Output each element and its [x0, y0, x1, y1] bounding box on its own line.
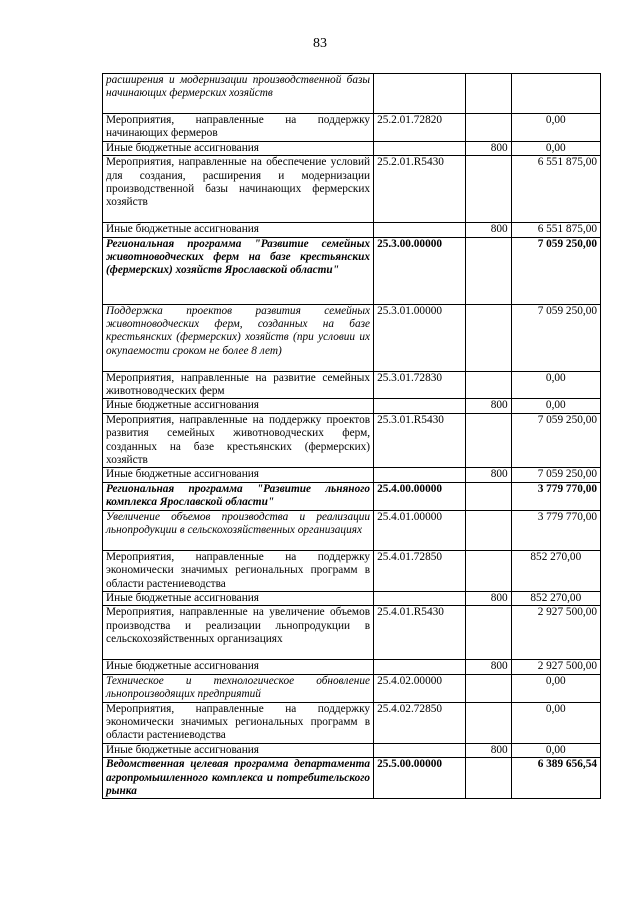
- row-code-cell: 25.3.01.R5430: [374, 413, 466, 468]
- row-amount-cell: 7 059 250,00: [511, 304, 600, 371]
- row-code-cell: [374, 591, 466, 605]
- row-name-cell: Мероприятия, направленные на поддержку экономически значимых региональных программ в области растениеводства: [103, 702, 374, 743]
- table-row: [103, 399, 601, 413]
- row-name-cell: Мероприятия, направленные на обеспечение условий для создания, расширения и модернизации производственной базы начинающих фермерских хозяйств: [103, 156, 374, 223]
- row-expense-type-cell: [466, 114, 511, 142]
- row-expense-type-cell: [466, 156, 511, 223]
- row-code-cell: [374, 660, 466, 674]
- row-code-cell: 25.2.01.R5430: [374, 156, 466, 223]
- row-expense-type-cell: [466, 510, 511, 550]
- row-code-cell: [374, 141, 466, 155]
- row-name-cell: Поддержка проектов развития семейных животноводческих ферм, созданных на базе крестьянских (фермерских) хозяйств (при условии их окупаемости сроком не более 8 лет): [103, 304, 374, 371]
- table-row: [103, 141, 601, 155]
- row-code-cell: [374, 74, 466, 114]
- row-expense-type-cell: 800: [466, 591, 511, 605]
- table-row: [103, 114, 601, 142]
- row-name-cell: Иные бюджетные ассигнования: [103, 223, 374, 237]
- row-name-cell: Иные бюджетные ассигнования: [103, 660, 374, 674]
- row-expense-type-cell: [466, 606, 511, 660]
- row-amount-cell: 0,00: [511, 743, 600, 757]
- row-name-cell: Региональная программа "Развитие семейных животноводческих ферм на базе крестьянских (фермерских) хозяйств Ярославской области": [103, 237, 374, 304]
- row-name-cell: Мероприятия, направленные на поддержку начинающих фермеров: [103, 114, 374, 142]
- row-name-cell: Мероприятия, направленные на увеличение объемов производства и реализации льнопродукции в сельскохозяйственных организациях: [103, 606, 374, 660]
- page-number: 83: [313, 36, 327, 51]
- row-code-cell: [374, 468, 466, 482]
- row-amount-cell: 7 059 250,00: [511, 468, 600, 482]
- row-expense-type-cell: [466, 482, 511, 510]
- table-row: [103, 702, 601, 743]
- row-code-cell: [374, 223, 466, 237]
- row-name-cell: Региональная программа "Развитие льняного комплекса Ярославской области": [103, 482, 374, 510]
- table-row: [103, 304, 601, 371]
- row-code-cell: 25.4.02.00000: [374, 674, 466, 702]
- row-amount-cell: [511, 74, 600, 114]
- budget-table: [102, 73, 601, 799]
- row-name-cell: Иные бюджетные ассигнования: [103, 591, 374, 605]
- row-code-cell: 25.4.01.00000: [374, 510, 466, 550]
- row-code-cell: 25.4.01.R5430: [374, 606, 466, 660]
- row-amount-cell: 0,00: [511, 399, 600, 413]
- row-code-cell: 25.2.01.72820: [374, 114, 466, 142]
- table-row: [103, 74, 601, 114]
- row-amount-cell: 852 270,00: [511, 550, 600, 591]
- row-expense-type-cell: [466, 413, 511, 468]
- row-amount-cell: 0,00: [511, 371, 600, 399]
- table-row: [103, 510, 601, 550]
- row-code-cell: [374, 743, 466, 757]
- row-expense-type-cell: [466, 74, 511, 114]
- row-expense-type-cell: [466, 674, 511, 702]
- row-name-cell: расширения и модернизации производственной базы начинающих фермерских хозяйств: [103, 74, 374, 114]
- row-amount-cell: 2 927 500,00: [511, 606, 600, 660]
- row-name-cell: Мероприятия, направленные на развитие семейных животноводческих ферм: [103, 371, 374, 399]
- row-amount-cell: 3 779 770,00: [511, 510, 600, 550]
- table-row: [103, 468, 601, 482]
- row-code-cell: 25.4.02.72850: [374, 702, 466, 743]
- row-expense-type-cell: [466, 237, 511, 304]
- row-name-cell: Мероприятия, направленные на поддержку проектов развития семейных животноводческих ферм, созданных на базе крестьянских (фермерских) хозяйств: [103, 413, 374, 468]
- row-code-cell: 25.5.00.00000: [374, 758, 466, 799]
- row-code-cell: 25.3.01.00000: [374, 304, 466, 371]
- row-code-cell: 25.3.00.00000: [374, 237, 466, 304]
- row-amount-cell: 7 059 250,00: [511, 237, 600, 304]
- row-name-cell: Ведомственная целевая программа департамента агропромышленного комплекса и потребительского рынка: [103, 758, 374, 799]
- row-expense-type-cell: 800: [466, 468, 511, 482]
- table-row: [103, 550, 601, 591]
- row-amount-cell: 3 779 770,00: [511, 482, 600, 510]
- row-name-cell: Иные бюджетные ассигнования: [103, 399, 374, 413]
- table-row: [103, 591, 601, 605]
- row-amount-cell: 852 270,00: [511, 591, 600, 605]
- row-amount-cell: 2 927 500,00: [511, 660, 600, 674]
- row-name-cell: Иные бюджетные ассигнования: [103, 141, 374, 155]
- row-expense-type-cell: 800: [466, 223, 511, 237]
- table-row: [103, 606, 601, 660]
- row-amount-cell: 6 389 656,54: [511, 758, 600, 799]
- row-amount-cell: 6 551 875,00: [511, 223, 600, 237]
- row-name-cell: Иные бюджетные ассигнования: [103, 468, 374, 482]
- row-amount-cell: 0,00: [511, 674, 600, 702]
- table-row: [103, 482, 601, 510]
- table-row: [103, 758, 601, 799]
- row-expense-type-cell: 800: [466, 141, 511, 155]
- row-name-cell: Техническое и технологическое обновление льнопроизводящих предприятий: [103, 674, 374, 702]
- row-expense-type-cell: [466, 758, 511, 799]
- row-amount-cell: 7 059 250,00: [511, 413, 600, 468]
- table-row: [103, 156, 601, 223]
- row-code-cell: 25.3.01.72830: [374, 371, 466, 399]
- table-row: [103, 371, 601, 399]
- table-row: [103, 223, 601, 237]
- row-code-cell: [374, 399, 466, 413]
- table-row: [103, 237, 601, 304]
- table-row: [103, 674, 601, 702]
- row-amount-cell: 0,00: [511, 702, 600, 743]
- row-expense-type-cell: [466, 550, 511, 591]
- row-expense-type-cell: 800: [466, 743, 511, 757]
- row-amount-cell: 0,00: [511, 114, 600, 142]
- row-expense-type-cell: [466, 371, 511, 399]
- row-code-cell: 25.4.01.72850: [374, 550, 466, 591]
- row-code-cell: 25.4.00.00000: [374, 482, 466, 510]
- row-name-cell: Увеличение объемов производства и реализации льнопродукции в сельскохозяйственных организациях: [103, 510, 374, 550]
- row-expense-type-cell: [466, 702, 511, 743]
- table-row: [103, 743, 601, 757]
- row-expense-type-cell: 800: [466, 399, 511, 413]
- row-name-cell: Мероприятия, направленные на поддержку экономически значимых региональных программ в области растениеводства: [103, 550, 374, 591]
- row-amount-cell: 6 551 875,00: [511, 156, 600, 223]
- row-amount-cell: 0,00: [511, 141, 600, 155]
- table-row: [103, 413, 601, 468]
- budget-table-body: [103, 74, 601, 799]
- row-expense-type-cell: [466, 304, 511, 371]
- row-expense-type-cell: 800: [466, 660, 511, 674]
- table-row: [103, 660, 601, 674]
- row-name-cell: Иные бюджетные ассигнования: [103, 743, 374, 757]
